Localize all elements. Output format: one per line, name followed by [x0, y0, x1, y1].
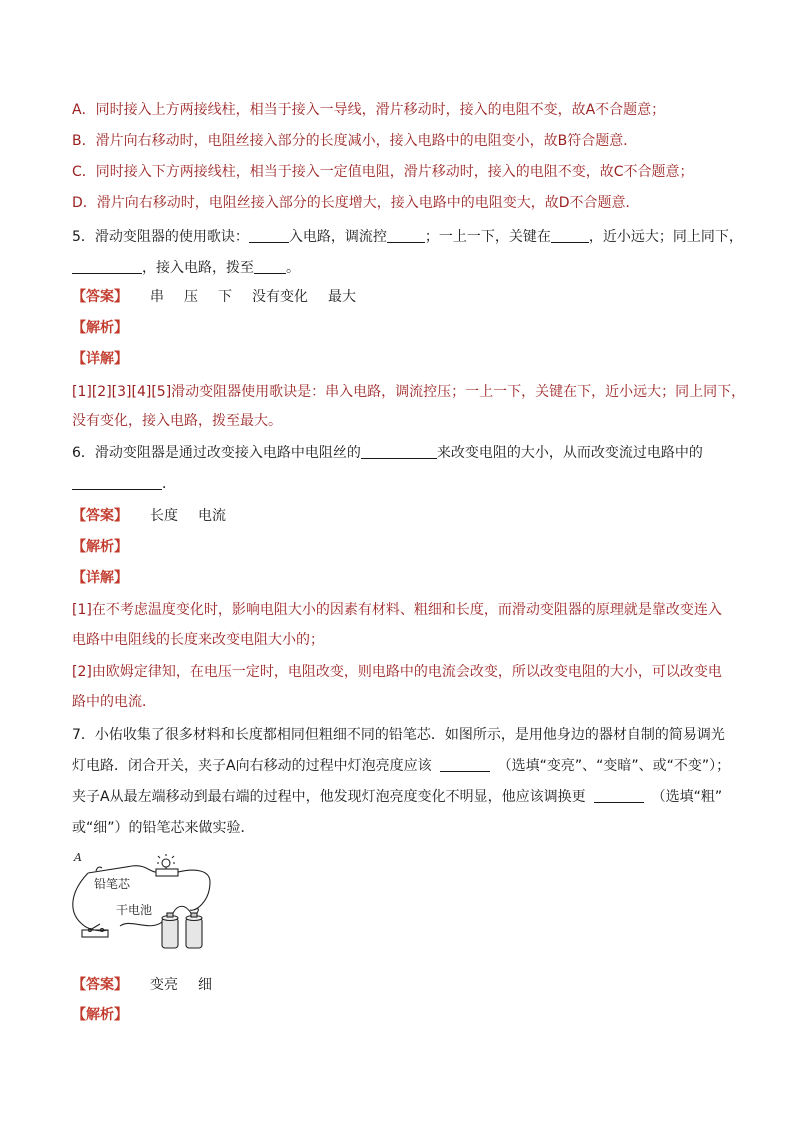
wire — [120, 922, 162, 926]
detail-label: 【详解】 — [72, 570, 128, 586]
answer-label: 【答案】 — [72, 977, 128, 993]
answer-value: 细 — [198, 977, 212, 993]
pencil-lead — [88, 866, 132, 873]
battery-icon — [162, 913, 178, 948]
q6-detail-line-3: [2]由欧姆定律知，在电压一定时，电阻改变，则电路中的电流会改变，所以改变电阻的大小，可以改变电 — [72, 664, 722, 680]
answer-value: 电流 — [198, 508, 226, 524]
q6-stem-line-2: ． — [72, 474, 176, 494]
wire — [173, 906, 191, 913]
answer-value: 压 — [184, 289, 198, 305]
answer-blank — [249, 227, 289, 243]
q5-detail-line-2: 没有变化，接入电路，拨至最大。 — [72, 413, 282, 429]
answer-value: 最大 — [328, 289, 356, 305]
analysis-label: 【解析】 — [72, 320, 128, 336]
switch-icon — [82, 924, 108, 937]
solution-line-b: B．滑片向右移动时，电阻丝接入部分的长度减小，接入电路中的电阻变小，故B符合题意． — [72, 133, 638, 149]
solution-line-a: A．同时接入上方两接线柱，相当于接入一导线，滑片移动时，接入的电阻不变，故A不合题意； — [72, 102, 666, 118]
answer-blank — [440, 756, 490, 772]
wire — [178, 870, 210, 910]
answer-value: 长度 — [150, 508, 178, 524]
solution-line-d: D．滑片向右移动时，电阻丝接入部分的长度增大，接入电路中的电阻变大，故D不合题意． — [72, 195, 640, 211]
answer-blank — [72, 258, 142, 274]
q6-stem-line-1: 6．滑动变阻器是通过改变接入电路中电阻丝的 来改变电阻的大小，从而改变流过电路中的 — [72, 445, 703, 461]
q5-stem-line-2: ，接入电路，拨至 。 — [72, 258, 300, 278]
answer-value: 变亮 — [150, 977, 178, 993]
answer-value: 没有变化 — [252, 289, 308, 305]
q7-stem-line-2: 灯电路．闭合开关，夹子A向右移动的过程中灯泡亮度应该 （选填“变亮”、“变暗”、或“不变”）； — [72, 758, 731, 774]
analysis-label: 【解析】 — [72, 539, 128, 555]
q7-stem-line-4: 或“细”）的铅笔芯来做实验． — [72, 820, 255, 836]
q6-detail-line-2: 电路中电阻线的长度来改变电阻大小的； — [72, 632, 324, 648]
analysis-label: 【解析】 — [72, 1007, 128, 1023]
bulb-icon — [156, 854, 178, 876]
q5-detail-line-1: [1][2][3][4][5]滑动变阻器使用歌诀是：串入电路，调流控压；一上一下，关键在下，近小远大；同上同下， — [72, 384, 746, 400]
answer-blank — [361, 443, 437, 459]
answer-value: 下 — [218, 289, 232, 305]
answer-label: 【答案】 — [72, 508, 128, 524]
answer-blank — [254, 258, 286, 274]
answer-blank — [551, 227, 589, 243]
q7-answer-row — [72, 975, 212, 995]
answer-blank — [72, 474, 162, 490]
label-a: A — [74, 852, 82, 864]
circuit-diagram — [70, 852, 220, 952]
answer-value: 串 — [150, 289, 164, 305]
solution-line-c: C．同时接入下方两接线柱，相当于接入一定值电阻，滑片移动时，接入的电阻不变，故C不合题意； — [72, 164, 694, 180]
q5-stem-line-1: 5．滑动变阻器的使用歌诀： 入电路，调流控 ；一上一下，关键在 ，近小远大；同上同下， — [72, 229, 743, 245]
q7-stem-line-1: 7．小佑收集了很多材料和长度都相同但粗细不同的铅笔芯．如图所示，是用他身边的器材自制的简易调光 — [72, 727, 725, 743]
answer-blank — [387, 227, 425, 243]
detail-label: 【详解】 — [72, 351, 128, 367]
q6-detail-line-1: [1]在不考虑温度变化时，影响电阻大小的因素有材料、粗细和长度，而滑动变阻器的原理就是靠改变连入 — [72, 602, 722, 618]
answer-blank — [594, 787, 644, 803]
q6-answer-row — [72, 506, 226, 526]
label-battery: 干电池 — [116, 903, 153, 917]
answer-label: 【答案】 — [72, 289, 128, 305]
label-pencil-lead: 铅笔芯 — [94, 877, 131, 891]
q7-stem-line-3: 夹子A从最左端移动到最右端的过程中，他发现灯泡亮度变化不明显，他应该调换更 （选填“粗” — [72, 789, 723, 805]
wire — [132, 866, 156, 872]
battery-icon — [186, 913, 202, 948]
q5-answer-row — [72, 287, 356, 307]
wire — [194, 909, 198, 913]
q6-detail-line-4: 路中的电流． — [72, 694, 156, 710]
